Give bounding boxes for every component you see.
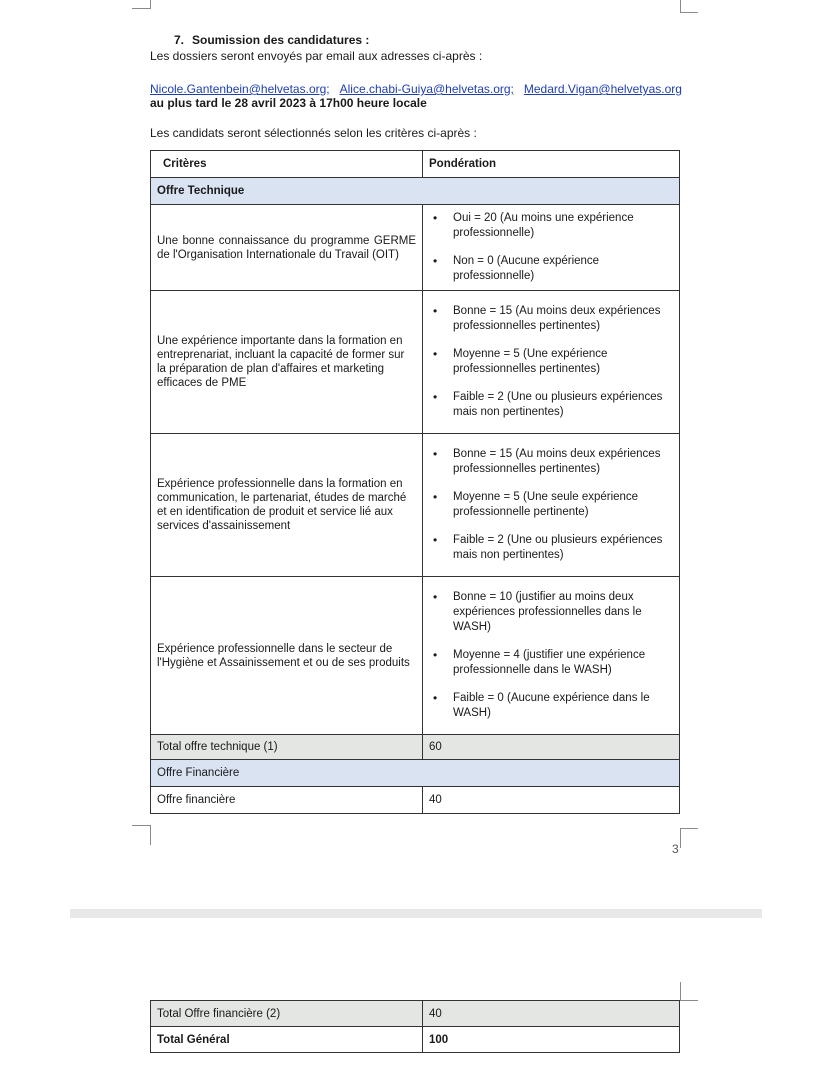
weight-item: • Bonne = 10 (justifier au moins deux expériences professionnelles dans le WASH) [429,590,673,635]
technical-offer-title: Offre Technique [151,178,680,205]
criteria-intro: Les candidats seront sélectionnés selon les critères ci-après : [150,126,477,140]
table-row [151,577,680,735]
page-number: 3 [672,842,679,856]
intro-text: Les dossiers seront envoyés par email aux adresses ci-après : [150,49,483,63]
email-list [150,82,692,96]
section-row-technical [151,178,680,205]
deadline-text: au plus tard le 28 avril 2023 à 17h00 heure locale [150,96,427,110]
financial-total-row [151,1001,680,1027]
grand-total-label: Total Général [151,1027,423,1053]
weight-item: • Bonne = 15 (Au moins deux expériences professionnelles pertinentes) [429,304,673,334]
criterion-text: Expérience professionnelle dans le secteur de l'Hygiène et Assainissement et ou de ses produits [151,577,423,735]
weight-list [429,443,673,567]
weight-cell [423,577,680,735]
email-link[interactable]: Nicole.Gantenbein@helvetas.org; [150,82,330,96]
header-weight: Pondération [423,151,680,178]
technical-total-value: 60 [423,735,680,760]
financial-row-value: 40 [423,787,680,814]
email-link[interactable]: Medard.Vigan@helvetyas.org [523,82,682,96]
financial-row-label: Offre financière [151,787,423,814]
header-criteria: Critères [151,151,423,178]
weight-item: • Faible = 2 (Une ou plusieurs expériences mais non pertinentes) [429,390,673,420]
table-row [151,434,680,577]
crop-mark [680,828,681,848]
weight-cell [423,434,680,577]
weight-item: • Non = 0 (Aucune expérience professionnelle) [429,254,673,284]
crop-mark [150,0,151,8]
weight-item: • Faible = 0 (Aucune expérience dans le WASH) [429,691,673,721]
section-row-financial [151,760,680,787]
weight-cell [423,291,680,434]
weight-item: • Moyenne = 5 (Une expérience professionnelles pertinentes) [429,347,673,377]
section-number: 7. [174,33,185,47]
technical-total-row [151,735,680,760]
crop-mark [680,12,698,13]
section-title: Soumission des candidatures : [192,33,370,47]
technical-total-label: Total offre technique (1) [151,735,423,760]
crop-mark [132,825,151,826]
weight-item: • Bonne = 15 (Au moins deux expériences professionnelles pertinentes) [429,447,673,477]
weight-item: • Moyenne = 4 (justifier une expérience professionnelle dans le WASH) [429,648,673,678]
grand-total-row [151,1027,680,1053]
weight-item: • Oui = 20 (Au moins une expérience professionnelle) [429,211,673,241]
weight-list [429,586,673,725]
financial-offer-title: Offre Financière [151,760,680,787]
criterion-text: Expérience professionnelle dans la formation en communication, le partenariat, études de marché et en identification de produit et service lié aux services d'assainissement [151,434,423,577]
criterion-text: Une bonne connaissance du programme GERME de l'Organisation Internationale du Travail (OIT) [151,205,423,291]
weight-item: • Moyenne = 5 (Une seule expérience professionnelle pertinente) [429,490,673,520]
financial-total-label: Total Offre financière (2) [151,1001,423,1027]
table-row [151,291,680,434]
crop-mark [680,982,681,1000]
page-break-divider [70,909,762,918]
crop-mark [680,828,698,829]
email-link[interactable]: Alice.chabi-Guiya@helvetas.org; [339,82,514,96]
crop-mark [150,825,151,845]
crop-mark [132,8,151,9]
weight-item: • Faible = 2 (Une ou plusieurs expériences mais non pertinentes) [429,533,673,563]
financial-row [151,787,680,814]
weight-cell [423,205,680,291]
crop-mark [680,1000,698,1001]
grand-total-value: 100 [423,1027,680,1053]
section-heading [174,33,369,47]
table-row [151,205,680,291]
weight-list [429,207,673,288]
totals-table [150,1000,680,1053]
financial-total-value: 40 [423,1001,680,1027]
table-header-row [151,151,680,178]
criteria-table [150,150,680,814]
weight-list [429,300,673,424]
crop-mark [680,0,681,12]
criterion-text: Une expérience importante dans la formation en entreprenariat, incluant la capacité de former sur la préparation de plan d'affaires et marketing efficaces de PME [151,291,423,434]
